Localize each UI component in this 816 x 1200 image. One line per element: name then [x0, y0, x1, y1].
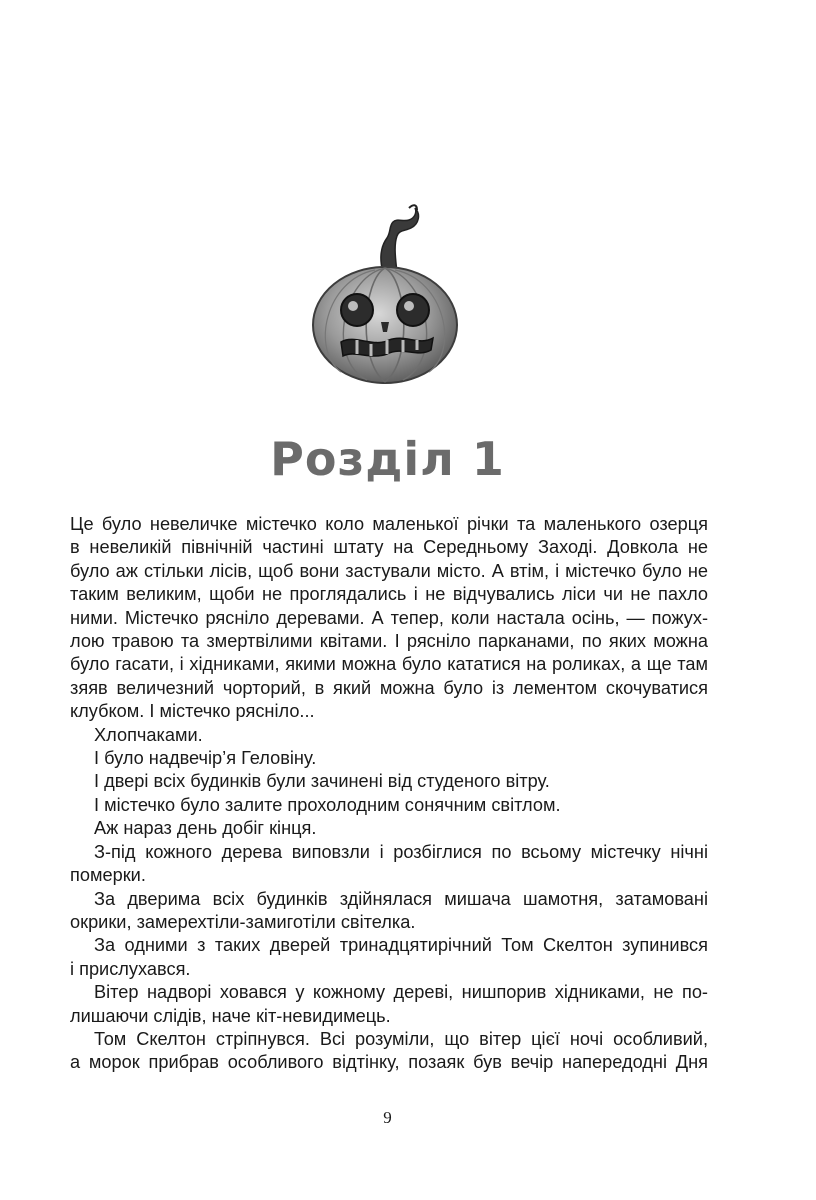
text-line: І двері всіх будинків були зачинені від студеного вітру.: [94, 771, 550, 792]
text-line: Вітер надворі ховався у кожному дереві, нишпорив хідниками, не по-: [94, 982, 708, 1003]
text-line: в невеликій північній частині штату на Середньому Заході. Довкола не: [70, 537, 708, 558]
text-line: Це було невеличке містечко коло маленької річки та маленького озерця: [70, 514, 708, 534]
jack-o-lantern-skull-pumpkin-icon: [305, 200, 465, 400]
text-line: зяяв величезний чорторий, в який можна було із лементом скочуватися: [70, 677, 708, 698]
text-line: За дверима всіх будинків здійнялася мишача шамотня, затамовані: [94, 888, 708, 909]
text-line: Аж нараз день добіг кінця.: [94, 818, 317, 839]
text-line: Том Скелтон стріпнувся. Всі розуміли, що вітер цієї ночі особливий,: [94, 1028, 708, 1049]
chapter-body-text: [70, 513, 708, 1075]
text-line: було аж стільки лісів, щоб вони застували місто. А втім, і містечко було не: [70, 560, 708, 581]
text-line: клубком. І містечко рясніло...: [70, 701, 315, 722]
text-line: лишаючи слідів, наче кіт-невидимець.: [70, 1005, 391, 1026]
text-line: Хлопчаками.: [94, 724, 203, 745]
text-line: а морок прибрав особливого відтінку, позаяк був вечір напередодні Дня: [70, 1052, 708, 1073]
text-line: ними. Містечко рясніло деревами. А тепер, коли настала осінь, — пожух-: [70, 607, 708, 628]
text-line: і прислухався.: [70, 958, 191, 979]
text-line: було гасати, і хідниками, якими можна було кататися на роликах, а ще там: [70, 654, 708, 675]
text-line: З-під кожного дерева виповзли і розбіглися по всьому містечку нічні: [94, 841, 708, 862]
page-number: 9: [383, 1108, 392, 1127]
text-line: померки.: [70, 865, 146, 886]
text-line: За одними з таких дверей тринадцятирічний Том Скелтон зупинився: [94, 935, 708, 956]
text-line: І містечко було залите прохолодним сонячним світлом.: [94, 794, 561, 815]
text-line: лою травою та змертвілими квітами. І рясніло парканами, по яких можна: [70, 631, 708, 652]
chapter-title: Розділ 1: [270, 432, 505, 486]
text-line: І було надвечір’я Геловіну.: [94, 748, 317, 769]
text-line: таким великим, щоби не проглядались і не відчувались ліси чи не пахло: [70, 584, 708, 605]
text-line: окрики, замерехтіли-замиготіли світелка.: [70, 911, 416, 932]
